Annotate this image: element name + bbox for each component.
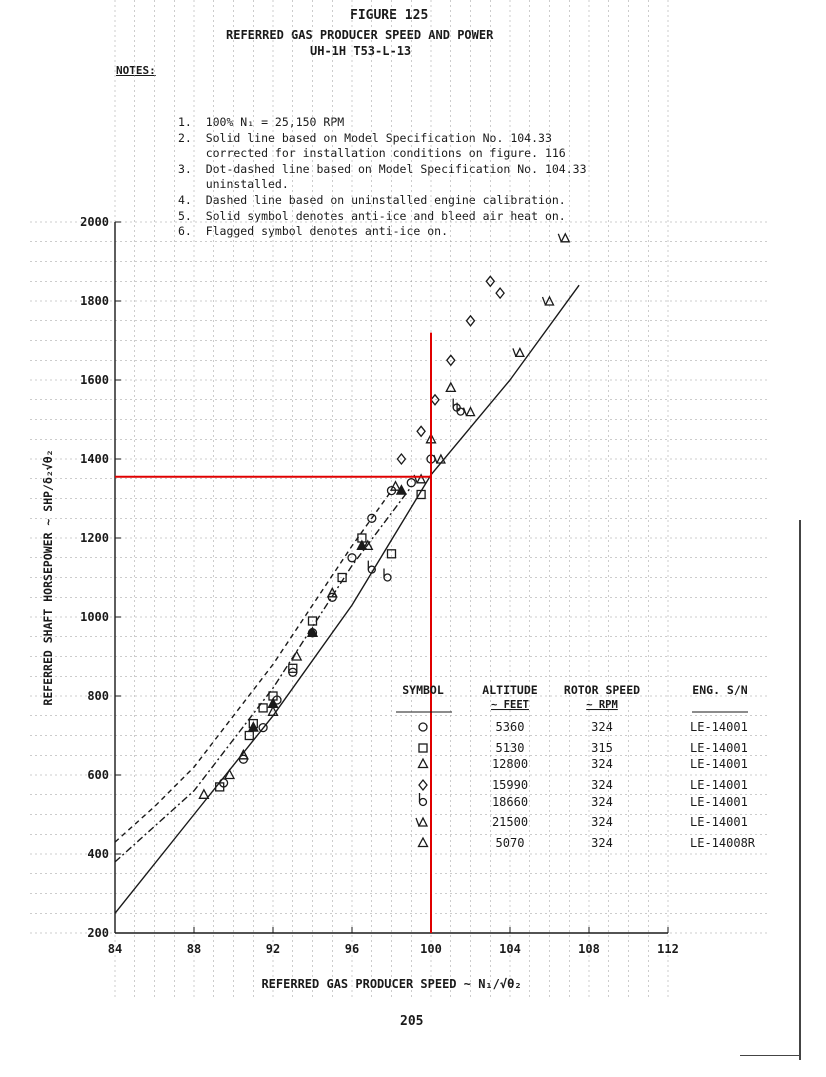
legend-rotor-speed: 324 <box>591 795 613 809</box>
note-item: corrected for installation conditions on figure. 116 <box>178 146 566 161</box>
y-tick-label: 1800 <box>80 294 109 308</box>
data-point-diamond <box>417 426 425 436</box>
legend-engine-sn: LE-14001 <box>690 757 748 771</box>
y-tick-label: 200 <box>87 926 109 940</box>
data-point-flag-triangle <box>558 234 569 242</box>
legend-engine-sn: LE-14008R <box>690 836 756 850</box>
legend-header: ROTOR SPEED <box>563 683 641 697</box>
data-point-diamond <box>496 288 504 298</box>
legend-altitude: 21500 <box>491 815 529 829</box>
y-tick-label: 2000 <box>80 215 109 229</box>
y-tick-label: 400 <box>87 847 109 861</box>
y-tick-label: 600 <box>87 768 109 782</box>
legend-symbol-circle <box>419 723 427 731</box>
x-tick-label: 108 <box>578 942 600 956</box>
legend-altitude: 5360 <box>495 720 525 734</box>
figure-title: REFERRED GAS PRODUCER SPEED AND POWER <box>226 28 494 42</box>
figure-subtitle: UH-1H T53-L-13 <box>310 44 412 58</box>
note-item: 6. Flagged symbol denotes anti-ice on. <box>178 224 449 239</box>
note-item: 1. 100% N₁ = 25,150 RPM <box>178 115 345 129</box>
y-tick-label: 1600 <box>80 373 109 387</box>
y-tick-label: 1200 <box>80 531 109 545</box>
note-item: 3. Dot-dashed line based on Model Specification No. 104.33 <box>178 161 587 176</box>
legend-symbol-flag-triangle <box>416 818 427 826</box>
legend-header: ALTITUDE <box>482 683 538 697</box>
x-tick-label: 112 <box>657 942 679 956</box>
x-tick-label: 96 <box>344 942 360 956</box>
legend-header-unit: ~ FEET <box>491 699 529 711</box>
data-point-flag-triangle <box>434 455 445 463</box>
legend-rotor-speed: 324 <box>591 720 613 734</box>
legend-engine-sn: LE-14001 <box>690 778 748 792</box>
legend-symbol-square <box>419 744 427 752</box>
page-number: 205 <box>400 1014 424 1029</box>
legend-altitude: 5130 <box>495 741 525 755</box>
data-point-flag-circle <box>384 569 391 582</box>
data-point-triangle-filled <box>249 723 258 732</box>
legend-rotor-speed: 315 <box>591 741 613 755</box>
x-tick-label: 88 <box>186 942 202 956</box>
scan-edge-line <box>740 1055 800 1056</box>
x-axis-label: REFERRED GAS PRODUCER SPEED ~ N₁/√θ₂ <box>261 977 522 991</box>
legend-engine-sn: LE-14001 <box>690 815 748 829</box>
legend-header: SYMBOL <box>402 683 444 697</box>
legend-altitude: 5070 <box>495 836 525 850</box>
legend-altitude: 18660 <box>491 795 529 809</box>
data-point-flag-triangle <box>543 297 554 305</box>
y-tick-label: 1400 <box>80 452 109 466</box>
data-point-flag-triangle <box>513 348 524 356</box>
y-tick-label: 1000 <box>80 610 109 624</box>
x-tick-label: 100 <box>420 942 442 956</box>
data-point-triangle <box>199 790 208 799</box>
y-axis-label: REFERRED SHAFT HORSEPOWER ~ SHP/δ₂√θ₂ <box>41 449 55 706</box>
figure-number: FIGURE 125 <box>350 8 429 23</box>
data-point-flag-triangle <box>464 408 475 416</box>
legend-symbol-triangle <box>419 838 428 847</box>
y-tick-label: 800 <box>87 689 109 703</box>
legend-header: ENG. S/N <box>692 683 748 697</box>
note-item: 4. Dashed line based on uninstalled engine calibration. <box>178 192 566 207</box>
legend-symbol-diamond <box>419 780 427 790</box>
legend-header-unit: ~ RPM <box>586 699 618 711</box>
notes-label: NOTES: <box>116 64 156 77</box>
scan-edge-line <box>799 520 801 1060</box>
legend-rotor-speed: 324 <box>591 815 613 829</box>
note-item: 2. Solid line based on Model Specification No. 104.33 <box>178 130 552 145</box>
data-point-triangle <box>239 750 248 759</box>
legend-rotor-speed: 324 <box>591 778 613 792</box>
x-tick-label: 84 <box>107 942 123 956</box>
legend-rotor-speed: 324 <box>591 836 613 850</box>
x-tick-label: 104 <box>499 942 521 956</box>
legend-symbol-triangle <box>419 759 428 768</box>
note-item: 5. Solid symbol denotes anti-ice and bleed air heat on. <box>178 208 566 223</box>
legend-altitude: 12800 <box>491 757 529 771</box>
x-tick-label: 92 <box>265 942 281 956</box>
note-item: uninstalled. <box>178 177 289 192</box>
legend-engine-sn: LE-14001 <box>690 720 748 734</box>
legend-engine-sn: LE-14001 <box>690 741 748 755</box>
legend-altitude: 15990 <box>491 778 529 792</box>
legend-engine-sn: LE-14001 <box>690 795 748 809</box>
legend-rotor-speed: 324 <box>591 757 613 771</box>
